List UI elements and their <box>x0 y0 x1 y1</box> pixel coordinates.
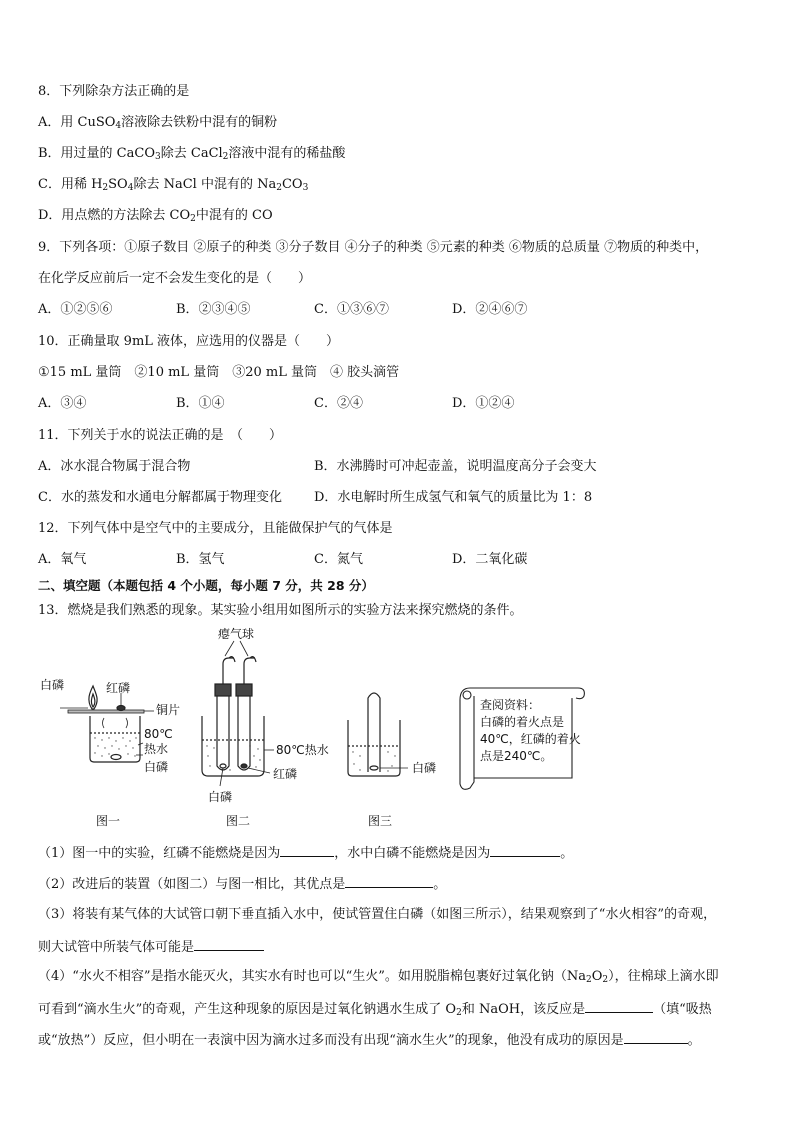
fig1-copper-label: 铜片 <box>156 703 181 717</box>
q10-option-c: C．②④ <box>314 396 363 411</box>
q12-option-c: C．氮气 <box>314 552 363 567</box>
q9-option-c: C．①③⑥⑦ <box>314 302 389 317</box>
q12-option-b: B．氢气 <box>176 552 225 567</box>
answer-blank[interactable] <box>490 843 560 857</box>
q10-option-a: A．③④ <box>38 396 87 411</box>
scroll-line-4: 点是240℃。 <box>480 749 553 763</box>
section-heading: 二、填空题（本题包括 4 个小题，每小题 7 分，共 28 分） <box>38 578 374 593</box>
fig2-balloon-label: 瘪气球 <box>218 627 255 641</box>
q11-option-b: B．水沸腾时可冲起壶盖，说明温度高分子会变大 <box>314 459 597 474</box>
q12-stem: 12．下列气体中是空气中的主要成分，且能做保护气的气体是 <box>38 521 393 536</box>
answer-blank[interactable] <box>585 999 653 1013</box>
fig3-caption: 图三 <box>368 814 393 828</box>
q8-option-d: D．用点燃的方法除去 $CO_2$中混有的 CO <box>38 208 273 224</box>
q13-part4-line1: （4）“水火不相容”是指水能灭火，其实水有时也可以“生火”。如用脱脂棉包裹好过氧化钠$(Na_2O_2)$，往棉球上滴水即 <box>38 969 719 985</box>
fig2-caption: 图二 <box>226 814 251 828</box>
q12-option-d: D．二氧化碳 <box>452 552 528 567</box>
q13-part2: （2）改进后的装置（如图二）与图一相比，其优点是 。 <box>38 874 446 894</box>
scroll-line-1: 查阅资料： <box>480 698 541 712</box>
q13-part3-line1: （3）将装有某气体的大试管口朝下垂直插入水中，使试管置住白磷（如图三所示），结果观察到了“水火相容”的奇观， <box>38 907 717 922</box>
answer-blank[interactable] <box>624 1030 688 1044</box>
figure-1 <box>60 686 154 762</box>
q13-part1: （1）图一中的实验，红磷不能燃烧是因为 ，水中白磷不能燃烧是因为 。 <box>38 843 573 863</box>
q13-part4-line3: 或“放热”）反应，但小明在一表演中因为滴水过多而没有出现“滴水生火”的现象，他没有成功的原因是 。 <box>38 1030 701 1050</box>
figure-2 <box>202 641 274 786</box>
q11-stem: 11．下列关于水的说法正确的是 （ ） <box>38 428 283 443</box>
scroll-line-2: 白磷的着火点是 <box>480 715 565 729</box>
q12-option-a: A．氧气 <box>38 552 87 567</box>
fig3-white-phosphorus-label: 白磷 <box>412 761 437 775</box>
fig1-temp-label: 80℃ <box>144 727 173 741</box>
q8-option-a: A．用 CuSO$_4$溶液除去铁粉中混有的铜粉 <box>38 115 278 131</box>
q9-stem-line1: 9．下列各项：①原子数目 ②原子的种类 ③分子数目 ④分子的种类 ⑤元素的种类 ⑥物质的总质量 ⑦物质的种类中， <box>38 240 709 255</box>
fig2-red-phosphorus-label: 红磷 <box>273 767 298 781</box>
q13-part4-line2: 可看到“滴水生火”的奇观，产生这种现象的原因是过氧化钠遇水生成了 $O_2$和 NaOH，该反应是 （填“吸热 <box>38 999 712 1019</box>
figure-3 <box>348 693 408 776</box>
q9-stem-line2: 在化学反应前后一定不会发生变化的是（ ） <box>38 271 312 286</box>
fig2-white-phosphorus-label: 白磷 <box>208 790 233 804</box>
fig1-caption: 图一 <box>96 814 121 828</box>
q9-option-a: A．①②⑤⑥ <box>38 302 113 317</box>
q10-option-b: B．①④ <box>176 396 225 411</box>
answer-blank[interactable] <box>280 843 334 857</box>
fig2-hot-water-label: 80℃热水 <box>276 743 329 757</box>
q8-option-b: B．用过量的 CaCO$_3$除去 CaCl$_2$溶液中混有的稀盐酸 <box>38 146 346 162</box>
q13-stem: 13．燃烧是我们熟悉的现象。某实验小组用如图所示的实验方法来探究燃烧的条件。 <box>38 603 523 618</box>
fig1-hot-water-label: 热水 <box>144 742 169 756</box>
q11-option-c: C．水的蒸发和水通电分解都属于物理变化 <box>38 490 282 505</box>
q11-option-a: A．冰水混合物属于混合物 <box>38 459 191 474</box>
q10-items: ①15 mL 量筒 ②10 mL 量筒 ③20 mL 量筒 ④ 胶头滴管 <box>38 365 400 380</box>
scroll-line-3: 40℃，红磷的着火 <box>480 732 581 746</box>
answer-blank[interactable] <box>345 874 433 888</box>
experiment-figures <box>30 620 590 835</box>
answer-blank[interactable] <box>194 937 264 951</box>
q10-stem: 10．正确量取 9mL 液体，应选用的仪器是（ ） <box>38 334 340 349</box>
fig1-white-phosphorus-label: 白磷 <box>40 678 65 692</box>
q13-part3-line2: 则大试管中所装气体可能是 <box>38 937 264 957</box>
q10-option-d: D．①②④ <box>452 396 515 411</box>
q9-option-b: B．②③④⑤ <box>176 302 251 317</box>
q9-option-d: D．②④⑥⑦ <box>452 302 528 317</box>
q8-stem: 8．下列除杂方法正确的是 <box>38 84 190 99</box>
q11-option-d: D．水电解时所生成氢气和氧气的质量比为 1：8 <box>314 490 593 505</box>
fig1-white-phosphorus-2-label: 白磷 <box>144 760 169 774</box>
fig1-red-phosphorus-label: 红磷 <box>106 681 131 695</box>
q8-option-c: C．用稀 $H_2SO_4$除去 NaCl 中混有的 $Na_2CO_3$ <box>38 177 309 193</box>
